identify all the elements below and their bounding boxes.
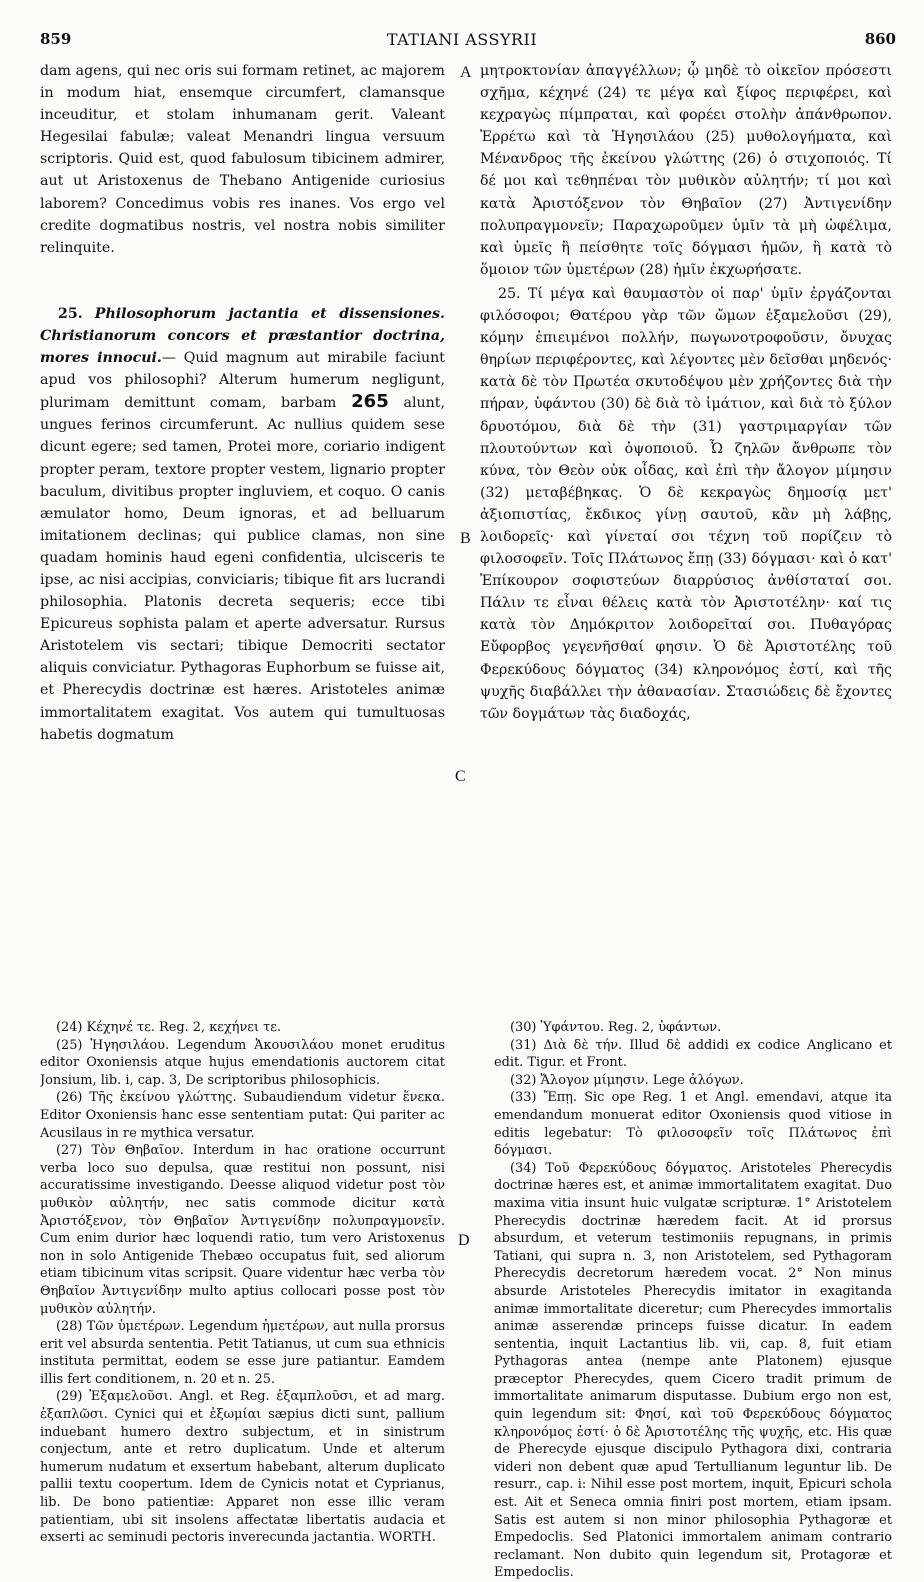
page-number-right: 860 xyxy=(864,30,896,48)
footnote: (33) Ἔπῃ. Sic ope Reg. 1 et Angl. emendavi, atque ita emendandum monuerat editor Oxoniensis quod vitiose in editis legebatur: Τὸ φιλοσοφεῖν τοῖς Πλάτωνος ἐπὶ δόγμασι. xyxy=(494,1090,892,1159)
footnotes-left xyxy=(40,1019,445,1547)
footnote: (30) Ὑφάντου. Reg. 2, ὑφάντων. xyxy=(510,1020,722,1035)
margin-letter-c: C xyxy=(455,768,466,785)
footnote: (34) Τοῦ Φερεκύδους δόγματος. Aristoteles Pherecydis doctrinæ hæres est, et animæ immortalitatem exagitat. Duo maxima vitia insunt huic vulgatæ scripturæ. 1° Aristotelem Pherecydis doctrinæ hæredem facit. At id prorsus absurdum, et veterum testimoniis repugnans, in primis Tatiani, qui supra n. 3, non Aristotelem, sed Pythagoram Pherecydis decretorum hæredem vocat. 2° Non minus absurde Aristoteles Pherecydis imitator in exagitanda animæ immortalitate diceretur; cum Pherecydes immortalis animæ asserendæ princeps fuisse dicatur. In eadem sententia, inquit Lactantius lib. vii, cap. 8, fuit etiam Pythagoras antea (nempe ante Platonem) ejusque præceptor Pherecydes, quem Cicero tradit primum de immortalitate animarum disputasse. Dubium ergo non est, quin legendum sit: Φησί, καὶ τοῦ Φερεκύδους δόγματος κληρονόμος ἐστί· ὁ δὲ Ἀριστοτέλης τῆς ψυχῆς, etc. His quæ de Pherecyde ejusque discipulo Pythagora dixi, contraria videri non debent quæ apud Tertullianum leguntur lib. De resurr., cap. i: Nihil esse post mortem, inquit, Epicuri schola est. Ait et Seneca omnia finiri post mortem, etiam ipsam. Satis est autem si non minor philosophia Pythagoræ et Empedoclis. Sed Platonici immortalem animam contrario reclamant. Non dubito quin legendum sit, Protagoræ et Empedoclis. xyxy=(494,1160,892,1581)
footnote: (27) Τὸν Θηβαῖον. Interdum in hac oratione occurrunt verba loco suo depulsa, quæ restitui non possunt, nisi accuratissime investigando. Deesse aliquod videtur post τὸν μυθικὸν αὐλητήν, nec satis commode dicitur κατὰ Ἀριστόξενον, τὸν Θηβαῖον Ἀντιγενίδην πολυπραγμονεῖν. Cum enim durior hæc loquendi ratio, tum vero Aristoxenus non in solo Antigenide Thebæo occupatus fuit, sed aliorum etiam tibicinum vitas scripsit. Quare videntur hæc verba τὸν Θηβαῖον Ἀντιγενίδην multo aptius collocari posse post τὸν μυθικὸν αὐλητήν. xyxy=(40,1143,445,1317)
footnote: (26) Τῆς ἐκείνου γλώττης. Subaudiendum videtur ἕνεκα. Editor Oxoniensis hanc esse sententiam putat: Qui pariter ac Acusilaus in re mythica versatur. xyxy=(40,1090,445,1141)
footnote: (31) Διὰ δὲ τήν. Illud δὲ addidi ex codice Anglicano et edit. Tigur. et Front. xyxy=(494,1037,892,1071)
greek-column xyxy=(480,60,892,725)
latin-section-25 xyxy=(40,303,445,746)
page-number-left: 859 xyxy=(40,30,72,48)
latin-section-text-a: — Quid magnum aut mirabile faciunt apud vos philosophi? Alterum humerum negligunt, plurimam demittunt comam, barbam xyxy=(40,350,445,412)
margin-letter-d: D xyxy=(458,1232,470,1249)
latin-column xyxy=(40,60,445,746)
running-header xyxy=(0,30,924,56)
footnotes-right xyxy=(494,1019,892,1582)
greek-section-25: 25. Τί μέγα καὶ θαυμαστὸν οἱ παρ' ὑμῖν ἐργάζονται φιλόσοφοι; Θατέρου γὰρ τῶν ὤμων ἐξαμελοῦσι (29), κόμην ἐπιειμένοι πολλήν, πωγωνοτροφοῦσιν, ὄνυχας θηρίων περιφέροντες, καὶ λέγοντες μὲν δεῖσθαι μηδενός· κατὰ δὲ τὸν Πρωτέα σκυτοδέψου μὲν χρήζοντες διὰ τὴν πήραν, ὑφάντου (30) δὲ διὰ τὸ ἱμάτιον, καὶ διὰ τὸ ξύλον δρυοτόμου, διὰ δὲ τὴν (31) γαστριμαργίαν τῶν πλουτούντων καὶ ὀψοποιοῦ. Ὦ ζηλῶν ἄνθρωπε τὸν κύνα, τὸν Θεὸν οὐκ οἶδας, καὶ ἐπὶ τὴν ἄλογον μίμησιν (32) μεταβέβηκας. Ὁ δὲ κεκραγὼς δημοσίᾳ μετ' ἀξιοπιστίας, ἔκδικος γίνῃ σαυτοῦ, κἂν μὴ λάβῃς, λοιδορεῖς· καὶ γίνεταί σοι τέχνη τοῦ πορίζειν τὸ φιλοσοφεῖν. Τοῖς Πλάτωνος ἔπῃ (33) δόγμασι· καὶ ὁ κατ' Ἐπίκουρον σοφιστεύων διαρρύσιος ἀνθίσταταί σοι. Πάλιν τε εἶναι θέλεις κατὰ τὸν Ἀριστοτέλην· καί τις κατὰ τὸν Δημόκριτον λοιδορεῖταί σοι. Πυθαγόρας Εὔφορβος γεγενῆσθαί φησιν. Ὁ δὲ Ἀριστοτέλης τοῦ Φερεκύδους δόγματος (34) κληρονόμος ἐστί, καὶ τῆς ψυχῆς διαβάλλει τὴν ἀθανασίαν. Στασιώδεις δὲ ἔχοντες τῶν δογμάτων τὰς διαδοχάς, xyxy=(480,285,892,722)
edition-page-number: 265 xyxy=(351,391,389,413)
latin-paragraph-1: dam agens, qui nec oris sui formam retinet, ac majorem in modum hiat, ensemque circumfert, clamansque inceuditur, et stolam inhumanam gerit. Valeant Hegesilai fabulæ; valeat Menandri lingua versuum scriptoris. Quid est, quod fabulosum tibicinem admirer, aut ut Aristoxenus de Thebano Antigenide curiosius laborem? Concedimus vobis res inanes. Vos ergo vel credite dogmatibus nostris, vel nostra nobis similiter relinquite. xyxy=(40,63,445,256)
margin-letter-b: B xyxy=(460,530,471,547)
running-title: TATIANI ASSYRII xyxy=(386,30,538,49)
footnote: (25) Ἡγησιλάου. Legendum Ἀκουσιλάου monet eruditus editor Oxoniensis atque hujus emendationis auctorem citat Jonsium, lib. i, cap. 3, De scriptoribus philosophicis. xyxy=(40,1037,445,1088)
footnote: (32) Ἄλογον μίμησιν. Lege ἀλόγων. xyxy=(510,1072,744,1088)
footnote: (24) Κέχηνέ τε. Reg. 2, κεχήνει τε. xyxy=(56,1020,282,1035)
latin-section-text-b: alunt, ungues ferinos circumferunt. Ac nullius quidem sese dicunt egere; sed tamen, Protei more, coriario indigent propter peram, textore propter vestem, lignario propter baculum, divitibus propter ingluviem, et coquo. O canis æmulator homo, Deum ignoras, et ad belluarum imitationem declinas; qui publice clamas, non sine quadam hominis haud egeni confidentia, ulcisceris te ipse, ac nisi accipias, conviciaris; tibique fit ars lucrandi philosophia. Platonis decreta sequeris; ecce tibi Epicureus sophista palam et aperte adversatur. Rursus Aristotelem vis sectari; tibique Democriti sectator aliquis conviciatur. Pythagoras Euphorbum se fuisse ait, et Pherecydis doctrinæ est hæres. Aristoteles animæ immortalitatem exagitat. Vos autem qui tumultuosas habetis dogmatum xyxy=(40,395,445,743)
margin-letter-a: A xyxy=(460,64,472,81)
section-heading: Philosophorum jactantia et dissensiones. Christianorum concors et præstantior doctrina, mores innocui. xyxy=(40,305,445,367)
greek-paragraph-1: μητροκτονίαν ἀπαγγέλλων; ᾧ μηδὲ τὸ οἰκεῖον πρόσεστι σχῆμα, κέχηνέ (24) τε μέγα καὶ ξίφος περιφέρει, καὶ κεχραγὼς πίμπραται, καὶ φορέει στολὴν ἀπάνθρωπον. Ἐρρέτω καὶ τὰ Ἡγησιλάου (25) μυθολογήματα, καὶ Μένανδρος τῆς ἐκείνου γλώττης (26) ὁ στιχοποιός. Τί δέ μοι καὶ τεθηπέναι τὸν μυθικὸν αὐλητήν; τί μοι καὶ κατὰ Ἀριστόξενον τὸν Θηβαῖον (27) Ἀντιγενίδην πολυπραγμονεῖν; Παραχωροῦμεν ὑμῖν τὰ μὴ ὠφέλιμα, καὶ ὑμεῖς ἢ πείσθητε τοῖς δόγμασι ἡμῶν, ἢ κατὰ τὸ ὅμοιον τῶν ὑμετέρων (28) ἡμῖν ἐκχωρήσατε. xyxy=(480,63,892,278)
section-number: 25. xyxy=(58,305,83,322)
footnote: (28) Τῶν ὑμετέρων. Legendum ἡμετέρων, aut nulla prorsus erit vel absurda sententia. Petit Tatianus, ut cum sua ethnicis instituta permittat, eodem se esse jure patiantur. Eamdem illis fert conditionem, n. 20 et n. 25. xyxy=(40,1319,445,1387)
footnote: (29) Ἐξαμελοῦσι. Angl. et Reg. ἐξαμπλοῦσι, et ad marg. ἐξαπλῶσι. Cynici qui et ἐξωμίαι sæpius dicti sunt, pallium induebant humero dextro subjectum, et in sinistrum conjectum, ante et retro duplicatum. Unde et alterum humerum nudatum et exsertum habebant, alterum duplicato pallii textu coopertum. Idem de Cynicis notat et Cyprianus, lib. De bono patientiæ: Apparet non esse illic veram patientiam, ubi sit insolens affectatæ libertatis audacia et exserti ac seminudi pectoris inverecunda jactantia. WORTH. xyxy=(40,1389,445,1546)
